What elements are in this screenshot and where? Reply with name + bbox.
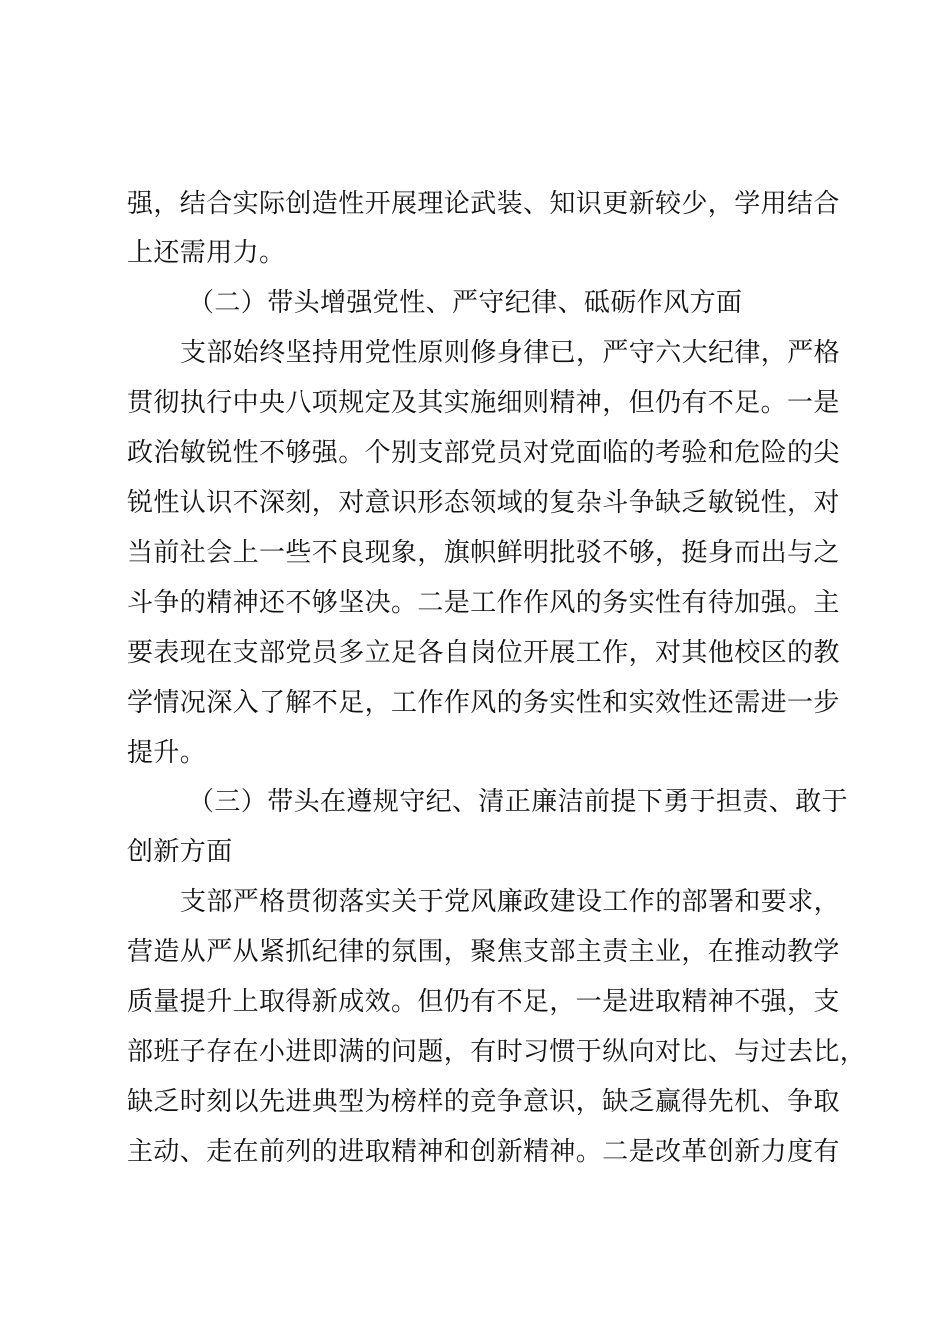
body-text-line: 质量提升上取得新成效。但仍有不足，一是进取精神不强，支: [127, 987, 840, 1017]
body-text-line: 强，结合实际创造性开展理论武装、知识更新较少，学用结合: [127, 189, 840, 219]
body-text-line: 支部始终坚持用党性原则修身律已，严守六大纪律，严格: [180, 338, 841, 368]
body-text-line: 支部严格贯彻落实关于党风廉政建设工作的部署和要求，: [180, 887, 841, 917]
body-text-line: 斗争的精神还不够坚决。二是工作作风的务实性有待加强。主: [127, 588, 840, 618]
body-text-line: 提升。: [127, 738, 207, 768]
body-text-line: 营造从严从紧抓纪律的氛围，聚焦支部主责主业，在推动教学: [127, 937, 840, 967]
body-text-line: 主动、走在前列的进取精神和创新精神。二是改革创新力度有: [127, 1137, 840, 1167]
section-heading-continued: 创新方面: [127, 837, 233, 867]
body-text-line: 贯彻执行中央八项规定及其实施细则精神，但仍有不足。一是: [127, 388, 840, 418]
body-text-line: 学情况深入了解不足，工作作风的务实性和实效性还需进一步: [127, 688, 840, 718]
body-text-line: 部班子存在小进即满的问题，有时习惯于纵向对比、与过去比，: [127, 1037, 867, 1067]
body-text-line: 政治敏锐性不够强。个别支部党员对党面临的考验和危险的尖: [127, 438, 840, 468]
body-text-line: 上还需用力。: [127, 238, 286, 268]
body-text-line: 当前社会上一些不良现象，旗帜鲜明批驳不够，挺身而出与之: [127, 538, 840, 568]
body-text-line: 缺乏时刻以先进典型为榜样的竞争意识，缺乏赢得先机、争取: [127, 1087, 840, 1117]
section-heading: （二）带头增强党性、严守纪律、砥砺作风方面: [188, 288, 743, 318]
body-text-line: 要表现在支部党员多立足各自岗位开展工作，对其他校区的教: [127, 638, 840, 668]
body-text-line: 锐性认识不深刻，对意识形态领域的复杂斗争缺乏敏锐性，对: [127, 488, 840, 518]
section-heading: （三）带头在遵规守纪、清正廉洁前提下勇于担责、敢于: [188, 787, 849, 817]
